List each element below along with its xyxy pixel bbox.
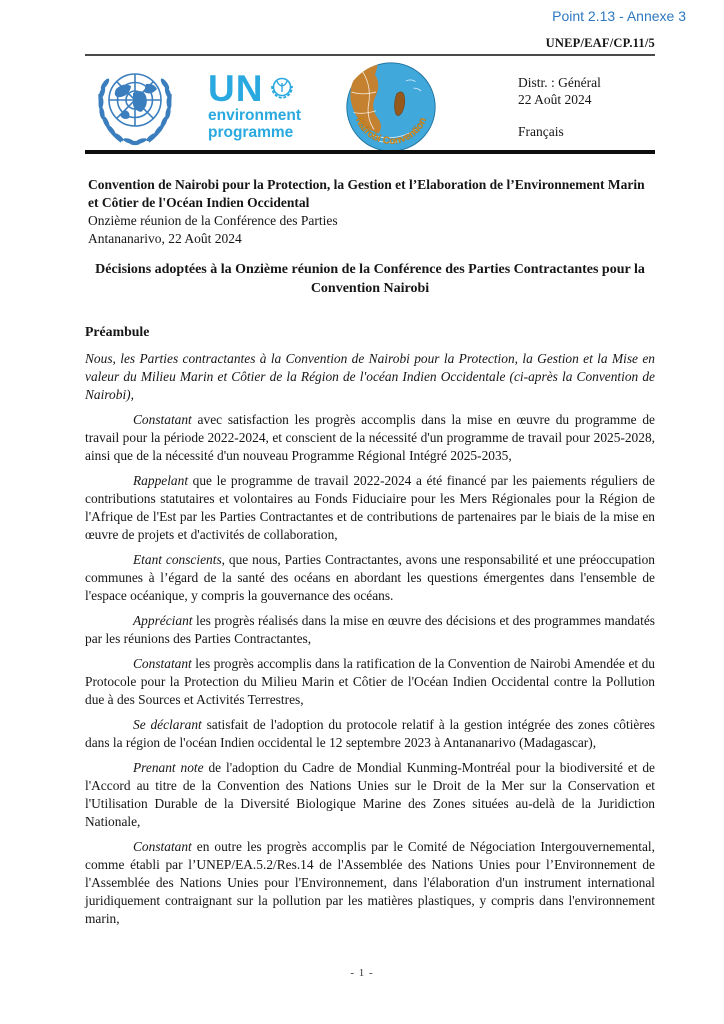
preamble-paragraph: Etant conscients, que nous, Parties Contractantes, avons une responsabilité et une préoccupation communes à l’égard de la santé des océans en abordant les questions émergentes dans l'ensemble de l'espace océanique, y compris la gouvernance des océans. [85, 552, 655, 603]
distr-line: Distr. : Général [518, 75, 601, 90]
convention-title: Convention de Nairobi pour la Protection, la Gestion et l’Elaboration de l’Environnement Marin et Côtier de l'Océan Indien Occidental [88, 177, 645, 210]
preamble-paragraph: Constatant les progrès accomplis dans la ratification de la Convention de Nairobi Amendée et du Protocole pour la Protection du Milieu Marin et Côtier de l'Océan Indien Occidental contre la Pollution due à des Sources et Activités Terrestres, [85, 656, 655, 707]
preamble-paragraph: Appréciant les progrès réalisés dans la mise en œuvre des décisions et des programmes mandatés par les réunions des Parties Contractantes, [85, 613, 655, 646]
preamble-paragraph: Se déclarant satisfait de l'adoption du protocole relatif à la gestion intégrée des zones côtières dans la région de l'océan Indien occidental le 12 septembre 2023 à Antananarivo (Madagascar), [85, 717, 655, 750]
preamble-paragraphs [85, 350, 655, 935]
header-rule-thin [85, 54, 655, 56]
decisions-heading: Décisions adoptées à la Onzième réunion de la Conférence des Parties Contractantes pour la Convention Nairobi [95, 262, 645, 296]
preamble-paragraph: Constatant avec satisfaction les progrès accomplis dans la mise en œuvre du programme de travail pour la période 2022-2024, et conscient de la nécessité d'un programme de travail pour 2025-2028, ainsi que de la nécessité d'un nouveau Programme Régional Intégré 2025-2035, [85, 412, 655, 463]
meeting-line: Onzième réunion de la Conférence des Parties [88, 213, 338, 228]
preamble-paragraph: Prenant note de l'adoption du Cadre de Mondial Kunming-Montréal pour la biodiversité et de l'Accord au titre de la Convention des Nations Unies sur le Droit de la Mer sur la Conservation et l'Utilisation Durable de la Diversité Biologique Marine des Zones situées au-delà de la Juridiction Nationale, [85, 760, 655, 829]
header-rule-thick [85, 150, 655, 154]
unep-emblem-icon [268, 74, 296, 107]
annex-label: Point 2.13 - Annexe 3 [552, 8, 686, 24]
preamble-paragraph: Rappelant que le programme de travail 2022-2024 a été financé par les paiements réguliers de contributions statutaires et volontaires au Fonds Fiduciaire pour les Mers Régionales pour la Région de l'Afrique de l'Est par les Parties Contractantes et de contributions de partenaires par le biais de la mise en œuvre de projets et d'activités de collaboration, [85, 473, 655, 542]
preamble-paragraph: Nous, les Parties contractantes à la Convention de Nairobi pour la Protection, la Gestion et la Mise en valeur du Milieu Marin et Côtier de la Région de l'océan Indien Occidentale (ci-après la Convention de Nairobi), [85, 351, 655, 402]
page-number: - 1 - [350, 967, 374, 979]
unep-logo [208, 68, 333, 141]
unep-environment-text: environment [208, 107, 302, 124]
distr-date: 22 Août 2024 [518, 92, 592, 107]
masthead [85, 58, 655, 150]
language-label: Français [518, 124, 564, 139]
unep-programme-text: programme [208, 124, 294, 141]
nairobi-curved-text: Nairobi Convention [352, 115, 430, 147]
unep-un-text: UN [208, 68, 264, 109]
doc-reference: UNEP/EAF/CP.11/5 [545, 36, 655, 50]
venue-date-line: Antananarivo, 22 Août 2024 [88, 231, 242, 246]
distribution-block [518, 74, 601, 140]
un-emblem-icon [85, 60, 185, 155]
preambule-heading: Préambule [85, 324, 150, 339]
nairobi-convention-logo [343, 60, 439, 159]
preamble-paragraph: Constatant en outre les progrès accomplis par le Comité de Négociation Intergouvernemental, comme établi par l’UNEP/EA.5.2/Res.14 de l'Assemblée des Nations Unies pour l’Environnement de l'Assemblée des Nations Unies pour l'Environnement, dans l'élaboration d'un instrument international juridiquement contraignant sur la pollution par les matières plastiques, y compris dans l'environnement marin, [85, 839, 655, 926]
title-block [88, 176, 655, 248]
